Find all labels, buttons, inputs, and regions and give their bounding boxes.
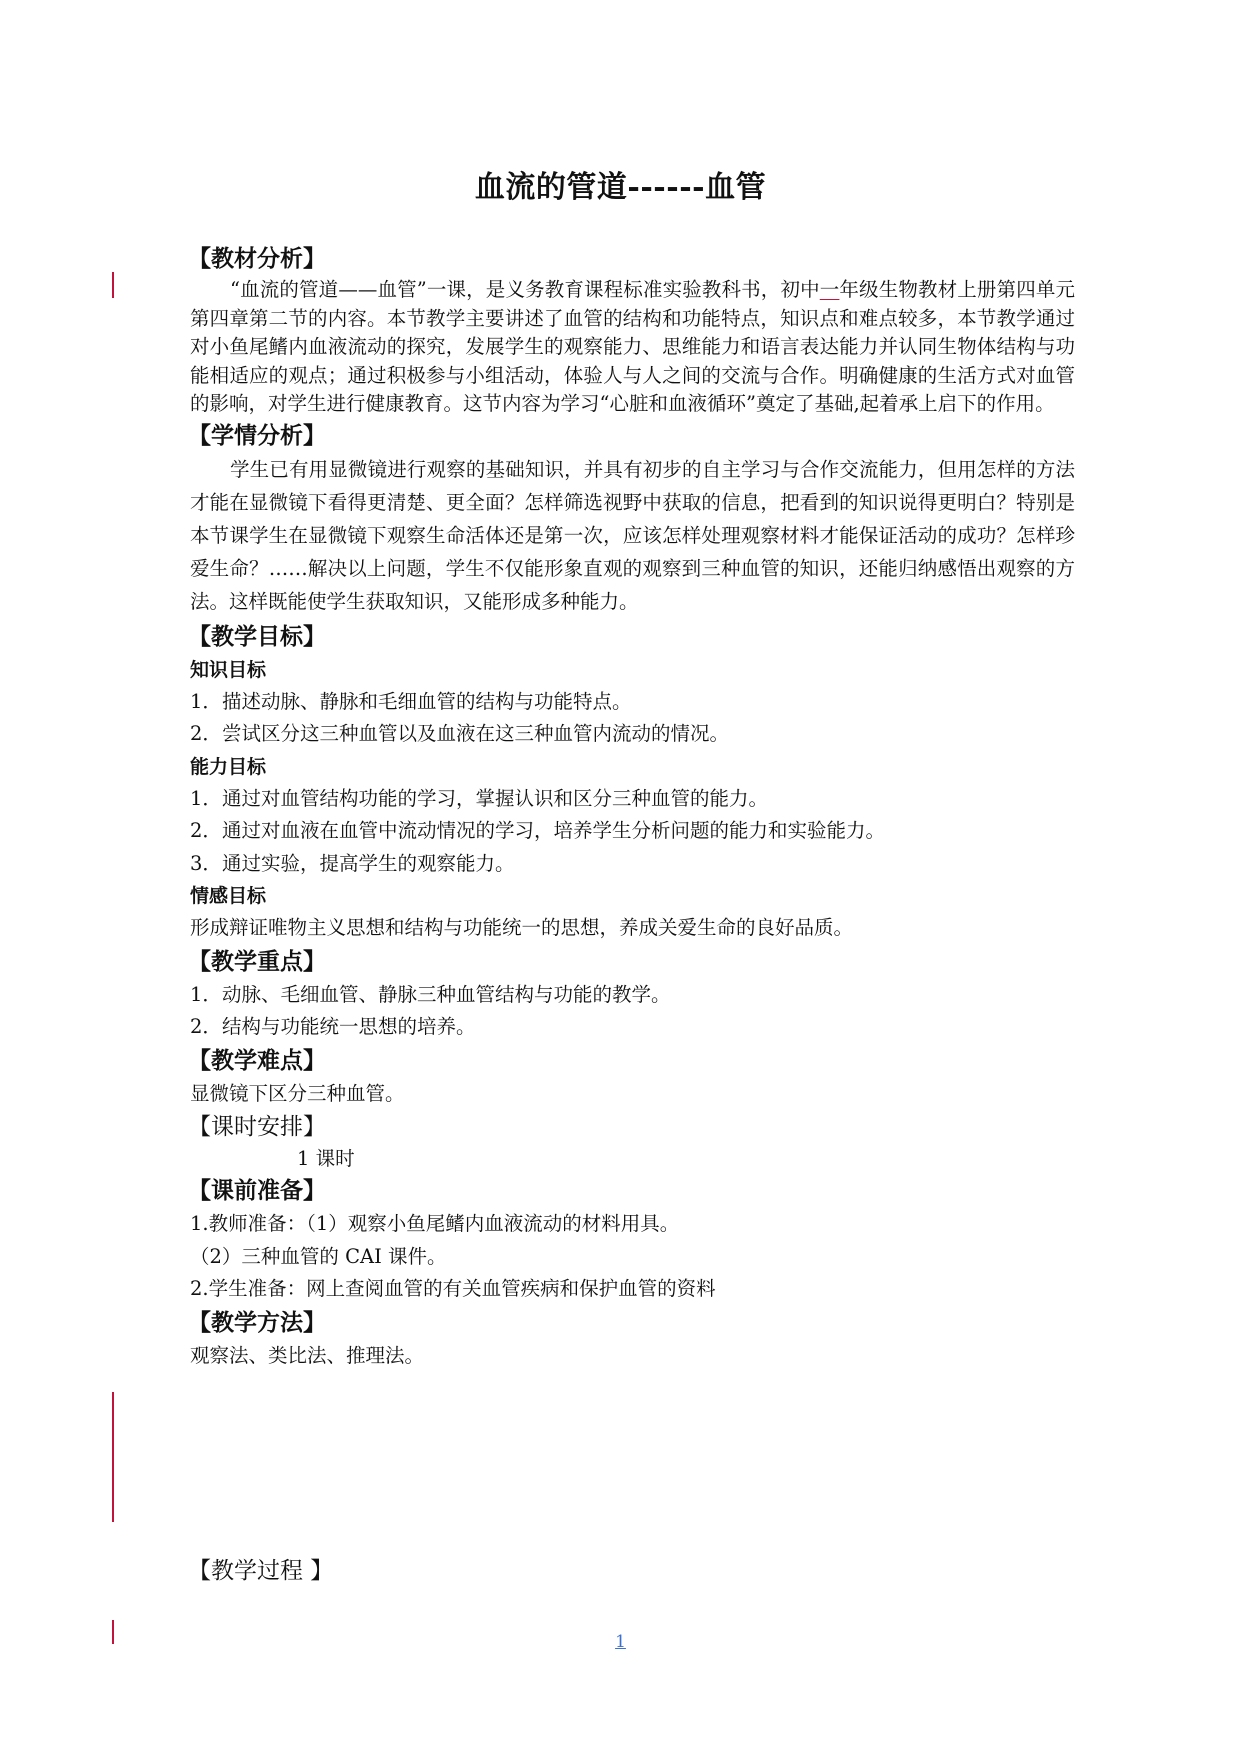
list-item: 2．结构与功能统一思想的培养。 (190, 1015, 476, 1038)
page-number[interactable]: 1 (615, 1632, 626, 1652)
section-heading-material: 【教材分析】 (188, 246, 326, 272)
section-heading-key-points: 【教学重点】 (188, 948, 326, 975)
list-item: 1．动脉、毛细血管、静脉三种血管结构与功能的教学。 (190, 982, 671, 1006)
section-heading-difficulties: 【教学难点】 (188, 1047, 326, 1074)
section-heading-students: 【学情分析】 (188, 422, 326, 449)
list-item: 2．通过对血液在血管中流动情况的学习，培养学生分析问题的能力和实验能力。 (190, 819, 886, 842)
prep-line: （2）三种血管的 CAI 课件。 (190, 1244, 447, 1268)
section-heading-process: 【教学过程 】 (188, 1558, 334, 1584)
knowledge-goals-label: 知识目标 (190, 658, 267, 681)
section-heading-hours: 【课时安排】 (188, 1114, 326, 1140)
material-paragraph: “血流的管道——血管”一课，是义务教育课程标准实验教科书，初中一年级生物教材上册第四单元第四章第二节的内容。本节教学主要讲述了血管的结构和功能特点，知识点和难点较多，本节教学通过对小鱼尾鳍内血液流动的探究，发展学生的观察能力、思维能力和语言表达能力并认同生物体结构与功能相适应的观点；通过积极参与小组活动，体验人与人之间的交流与合作。明确健康的生活方式对血管的影响，对学生进行健康教育。这节内容为学习“心脏和血液循环”奠定了基础,起着承上启下的作用。 (190, 278, 1075, 415)
document-title: 血流的管道------血管 (474, 170, 767, 205)
emotion-goals-label: 情感目标 (190, 885, 267, 907)
section-heading-goals: 【教学目标】 (188, 623, 326, 650)
list-item: 3．通过实验，提高学生的观察能力。 (190, 851, 515, 875)
difficulties-text: 显微镜下区分三种血管。 (190, 1081, 405, 1105)
prep-line: 1.教师准备：（1）观察小鱼尾鳍内血液流动的材料用具。 (190, 1212, 680, 1235)
revision-marked-text: 一 (819, 278, 840, 301)
list-item: 1．通过对血管结构功能的学习，掌握认识和区分三种血管的能力。 (190, 786, 769, 810)
prep-line: 2.学生准备：网上查阅血管的有关血管疾病和保护血管的资料 (190, 1277, 716, 1300)
students-paragraph: 学生已有用显微镜进行观察的基础知识，并具有初步的自主学习与合作交流能力，但用怎样的方法才能在显微镜下看得更清楚、更全面？怎样筛选视野中获取的信息，把看到的知识说得更明白？特别是本节课学生在显微镜下观察生命活体还是第一次，应该怎样处理观察材料才能保证活动的成功？怎样珍爱生命？……解决以上问题，学生不仅能形象直观的观察到三种血管的知识，还能归纳感悟出观察的方法。这样既能使学生获取知识，又能形成多种能力。 (190, 457, 1075, 613)
revision-bar (112, 1392, 114, 1522)
emotion-goals-text: 形成辩证唯物主义思想和结构与功能统一的思想，养成关爱生命的良好品质。 (190, 916, 854, 939)
section-heading-prep: 【课前准备】 (188, 1178, 326, 1204)
document-body (190, 242, 1075, 1372)
revision-bar (112, 272, 114, 298)
section-heading-method: 【教学方法】 (188, 1309, 326, 1336)
hours-text: 1 课时 (297, 1147, 355, 1170)
ability-goals-label: 能力目标 (190, 755, 267, 778)
list-item: 1．描述动脉、静脉和毛细血管的结构与功能特点。 (190, 689, 632, 713)
method-text: 观察法、类比法、推理法。 (190, 1343, 425, 1367)
list-item: 2．尝试区分这三种血管以及血液在这三种血管内流动的情况。 (190, 722, 730, 745)
